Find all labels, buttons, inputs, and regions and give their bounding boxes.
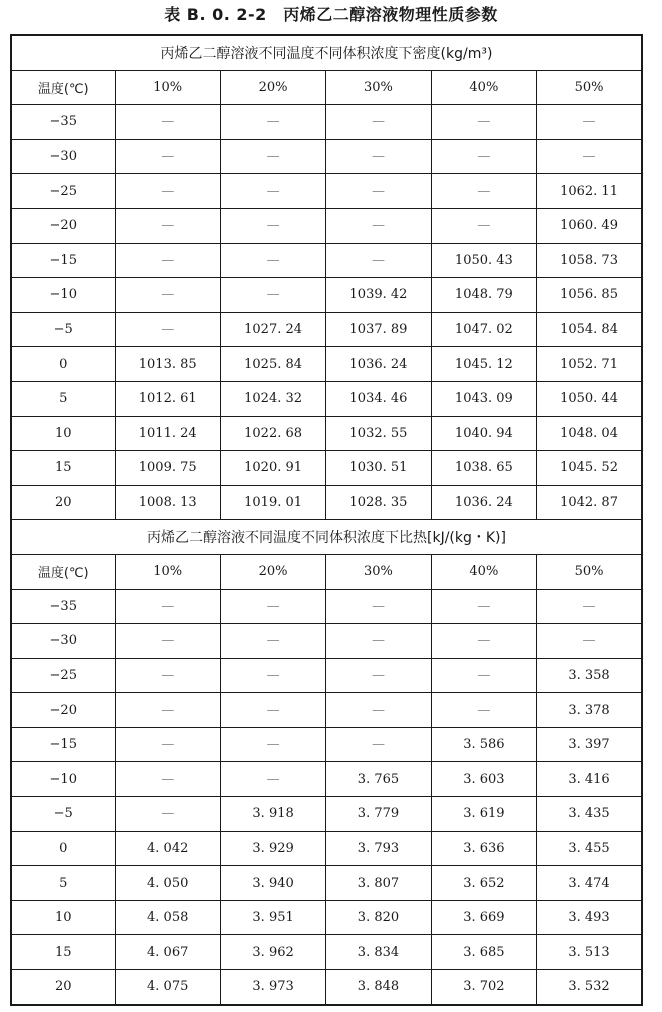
value-cell: 3. 765 bbox=[326, 762, 431, 797]
table-row bbox=[11, 416, 642, 451]
value-cell: 3. 918 bbox=[220, 797, 325, 832]
concentration-header: 20% bbox=[220, 554, 325, 589]
value-cell: 3. 636 bbox=[431, 831, 536, 866]
concentration-header: 30% bbox=[326, 554, 431, 589]
value-cell: 3. 807 bbox=[326, 866, 431, 901]
value-cell: 1013. 85 bbox=[115, 347, 220, 382]
value-cell: 3. 378 bbox=[537, 693, 642, 728]
temperature-cell: −30 bbox=[11, 139, 115, 174]
temperature-cell: 10 bbox=[11, 416, 115, 451]
concentration-header: 50% bbox=[537, 554, 642, 589]
table-row bbox=[11, 208, 642, 243]
temperature-cell: −5 bbox=[11, 312, 115, 347]
table-row bbox=[11, 174, 642, 209]
value-cell: 1012. 61 bbox=[115, 381, 220, 416]
temperature-cell: 5 bbox=[11, 381, 115, 416]
value-cell: — bbox=[115, 797, 220, 832]
table-caption: 表 B. 0. 2-2 丙烯乙二醇溶液物理性质参数 bbox=[164, 5, 498, 24]
header-row bbox=[11, 70, 642, 105]
value-cell: 4. 058 bbox=[115, 900, 220, 935]
value-cell: 3. 702 bbox=[431, 970, 536, 1005]
table-row bbox=[11, 139, 642, 174]
value-cell: — bbox=[537, 624, 642, 659]
table-row bbox=[11, 831, 642, 866]
value-cell: — bbox=[326, 693, 431, 728]
value-cell: — bbox=[115, 624, 220, 659]
properties-table bbox=[10, 34, 643, 1006]
concentration-header: 40% bbox=[431, 554, 536, 589]
value-cell: — bbox=[326, 243, 431, 278]
value-cell: 1062. 11 bbox=[537, 174, 642, 209]
value-cell: — bbox=[115, 312, 220, 347]
temperature-cell: 0 bbox=[11, 347, 115, 382]
temperature-cell: −20 bbox=[11, 208, 115, 243]
table-row bbox=[11, 970, 642, 1005]
temperature-cell: −10 bbox=[11, 762, 115, 797]
value-cell: 3. 951 bbox=[220, 900, 325, 935]
value-cell: 1047. 02 bbox=[431, 312, 536, 347]
table-row bbox=[11, 589, 642, 624]
value-cell: 3. 652 bbox=[431, 866, 536, 901]
value-cell: 4. 050 bbox=[115, 866, 220, 901]
concentration-header: 20% bbox=[220, 70, 325, 105]
value-cell: 1037. 89 bbox=[326, 312, 431, 347]
value-cell: — bbox=[431, 693, 536, 728]
section-title-row bbox=[11, 520, 642, 555]
temperature-cell: −35 bbox=[11, 105, 115, 140]
value-cell: 1045. 52 bbox=[537, 451, 642, 486]
table-row bbox=[11, 312, 642, 347]
table-row bbox=[11, 797, 642, 832]
value-cell: 3. 455 bbox=[537, 831, 642, 866]
value-cell: — bbox=[115, 589, 220, 624]
value-cell: 1038. 65 bbox=[431, 451, 536, 486]
temperature-cell: −25 bbox=[11, 658, 115, 693]
value-cell: — bbox=[220, 727, 325, 762]
value-cell: 3. 513 bbox=[537, 935, 642, 970]
concentration-header: 10% bbox=[115, 70, 220, 105]
section-title: 丙烯乙二醇溶液不同温度不同体积浓度下比热[kJ/(kg・K)] bbox=[11, 520, 642, 555]
value-cell: — bbox=[431, 139, 536, 174]
table-body bbox=[11, 35, 642, 1005]
value-cell: — bbox=[220, 693, 325, 728]
temperature-cell: 0 bbox=[11, 831, 115, 866]
table-row bbox=[11, 693, 642, 728]
table-row bbox=[11, 866, 642, 901]
table-row bbox=[11, 278, 642, 313]
table-row bbox=[11, 347, 642, 382]
concentration-header: 50% bbox=[537, 70, 642, 105]
concentration-header: 40% bbox=[431, 70, 536, 105]
temperature-cell: −10 bbox=[11, 278, 115, 313]
value-cell: 1027. 24 bbox=[220, 312, 325, 347]
value-cell: — bbox=[115, 693, 220, 728]
header-row bbox=[11, 554, 642, 589]
temperature-header: 温度(℃) bbox=[11, 70, 115, 105]
value-cell: 1043. 09 bbox=[431, 381, 536, 416]
value-cell: — bbox=[115, 139, 220, 174]
value-cell: — bbox=[431, 105, 536, 140]
value-cell: — bbox=[326, 624, 431, 659]
temperature-cell: 10 bbox=[11, 900, 115, 935]
value-cell: 1008. 13 bbox=[115, 485, 220, 520]
value-cell: — bbox=[326, 105, 431, 140]
value-cell: 3. 685 bbox=[431, 935, 536, 970]
value-cell: — bbox=[115, 174, 220, 209]
value-cell: — bbox=[115, 105, 220, 140]
value-cell: 1040. 94 bbox=[431, 416, 536, 451]
value-cell: — bbox=[326, 139, 431, 174]
value-cell: 3. 779 bbox=[326, 797, 431, 832]
temperature-cell: −15 bbox=[11, 243, 115, 278]
value-cell: — bbox=[220, 243, 325, 278]
value-cell: 1022. 68 bbox=[220, 416, 325, 451]
value-cell: 1048. 79 bbox=[431, 278, 536, 313]
value-cell: 1050. 43 bbox=[431, 243, 536, 278]
value-cell: — bbox=[220, 589, 325, 624]
value-cell: — bbox=[326, 727, 431, 762]
value-cell: 1050. 44 bbox=[537, 381, 642, 416]
value-cell: 3. 962 bbox=[220, 935, 325, 970]
temperature-cell: −25 bbox=[11, 174, 115, 209]
temperature-cell: 15 bbox=[11, 451, 115, 486]
temperature-cell: 20 bbox=[11, 970, 115, 1005]
value-cell: 3. 820 bbox=[326, 900, 431, 935]
temperature-cell: −30 bbox=[11, 624, 115, 659]
value-cell: 1034. 46 bbox=[326, 381, 431, 416]
temperature-cell: −35 bbox=[11, 589, 115, 624]
value-cell: 1020. 91 bbox=[220, 451, 325, 486]
value-cell: 1045. 12 bbox=[431, 347, 536, 382]
value-cell: — bbox=[115, 243, 220, 278]
value-cell: 3. 940 bbox=[220, 866, 325, 901]
value-cell: 1030. 51 bbox=[326, 451, 431, 486]
value-cell: 1060. 49 bbox=[537, 208, 642, 243]
value-cell: — bbox=[326, 589, 431, 624]
value-cell: 1036. 24 bbox=[326, 347, 431, 382]
value-cell: — bbox=[537, 105, 642, 140]
value-cell: — bbox=[220, 139, 325, 174]
table-row bbox=[11, 658, 642, 693]
value-cell: 1009. 75 bbox=[115, 451, 220, 486]
value-cell: — bbox=[326, 208, 431, 243]
value-cell: 3. 793 bbox=[326, 831, 431, 866]
table-row bbox=[11, 485, 642, 520]
value-cell: 1036. 24 bbox=[431, 485, 536, 520]
value-cell: — bbox=[115, 658, 220, 693]
table-row bbox=[11, 935, 642, 970]
table-row bbox=[11, 624, 642, 659]
value-cell: 1011. 24 bbox=[115, 416, 220, 451]
value-cell: 3. 603 bbox=[431, 762, 536, 797]
value-cell: — bbox=[326, 658, 431, 693]
value-cell: — bbox=[220, 174, 325, 209]
temperature-header: 温度(℃) bbox=[11, 554, 115, 589]
temperature-cell: 15 bbox=[11, 935, 115, 970]
temperature-cell: −20 bbox=[11, 693, 115, 728]
value-cell: 3. 358 bbox=[537, 658, 642, 693]
value-cell: — bbox=[431, 208, 536, 243]
value-cell: 1042. 87 bbox=[537, 485, 642, 520]
value-cell: — bbox=[115, 727, 220, 762]
value-cell: 1058. 73 bbox=[537, 243, 642, 278]
temperature-cell: 20 bbox=[11, 485, 115, 520]
value-cell: — bbox=[220, 762, 325, 797]
table-row bbox=[11, 727, 642, 762]
table-row bbox=[11, 105, 642, 140]
value-cell: 3. 848 bbox=[326, 970, 431, 1005]
temperature-cell: −5 bbox=[11, 797, 115, 832]
value-cell: 4. 067 bbox=[115, 935, 220, 970]
temperature-cell: 5 bbox=[11, 866, 115, 901]
table-row bbox=[11, 762, 642, 797]
value-cell: 3. 474 bbox=[537, 866, 642, 901]
table-row bbox=[11, 900, 642, 935]
value-cell: 3. 973 bbox=[220, 970, 325, 1005]
concentration-header: 10% bbox=[115, 554, 220, 589]
table-row bbox=[11, 243, 642, 278]
value-cell: 4. 042 bbox=[115, 831, 220, 866]
value-cell: 1028. 35 bbox=[326, 485, 431, 520]
section-title-row bbox=[11, 35, 642, 70]
value-cell: 4. 075 bbox=[115, 970, 220, 1005]
value-cell: 1056. 85 bbox=[537, 278, 642, 313]
value-cell: 1019. 01 bbox=[220, 485, 325, 520]
value-cell: 3. 397 bbox=[537, 727, 642, 762]
value-cell: 3. 416 bbox=[537, 762, 642, 797]
value-cell: 1032. 55 bbox=[326, 416, 431, 451]
table-row bbox=[11, 381, 642, 416]
value-cell: — bbox=[326, 174, 431, 209]
value-cell: — bbox=[220, 208, 325, 243]
value-cell: 1039. 42 bbox=[326, 278, 431, 313]
value-cell: 1052. 71 bbox=[537, 347, 642, 382]
value-cell: 3. 586 bbox=[431, 727, 536, 762]
value-cell: 1025. 84 bbox=[220, 347, 325, 382]
value-cell: 1048. 04 bbox=[537, 416, 642, 451]
value-cell: — bbox=[537, 589, 642, 624]
temperature-cell: −15 bbox=[11, 727, 115, 762]
value-cell: 3. 834 bbox=[326, 935, 431, 970]
value-cell: — bbox=[115, 208, 220, 243]
value-cell: 3. 532 bbox=[537, 970, 642, 1005]
value-cell: 1024. 32 bbox=[220, 381, 325, 416]
value-cell: — bbox=[115, 762, 220, 797]
value-cell: — bbox=[431, 174, 536, 209]
section-title: 丙烯乙二醇溶液不同温度不同体积浓度下密度(kg/m³) bbox=[11, 35, 642, 70]
value-cell: 3. 619 bbox=[431, 797, 536, 832]
value-cell: — bbox=[431, 624, 536, 659]
concentration-header: 30% bbox=[326, 70, 431, 105]
value-cell: — bbox=[220, 105, 325, 140]
value-cell: 3. 435 bbox=[537, 797, 642, 832]
value-cell: 3. 669 bbox=[431, 900, 536, 935]
value-cell: — bbox=[115, 278, 220, 313]
value-cell: — bbox=[220, 278, 325, 313]
value-cell: — bbox=[537, 139, 642, 174]
value-cell: — bbox=[220, 624, 325, 659]
value-cell: — bbox=[431, 589, 536, 624]
value-cell: — bbox=[220, 658, 325, 693]
value-cell: 3. 929 bbox=[220, 831, 325, 866]
value-cell: 1054. 84 bbox=[537, 312, 642, 347]
table-row bbox=[11, 451, 642, 486]
value-cell: 3. 493 bbox=[537, 900, 642, 935]
value-cell: — bbox=[431, 658, 536, 693]
